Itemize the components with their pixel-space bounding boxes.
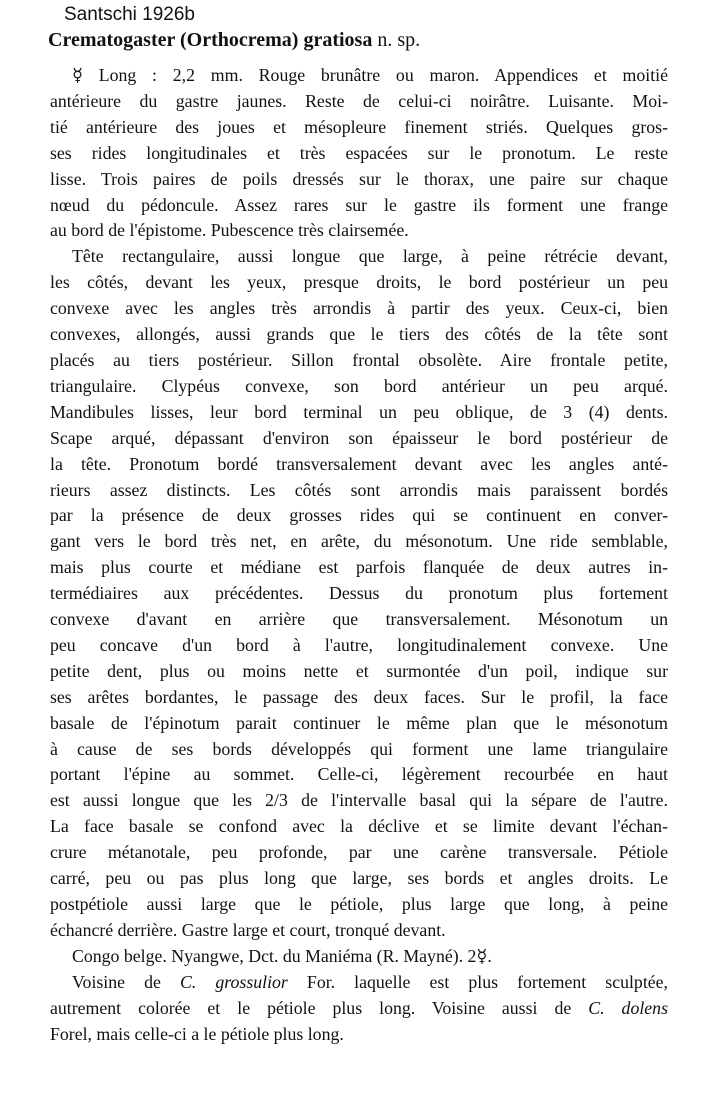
text-line: tié antérieure des joues et mésopleure finement striés. Quelques gros- [50, 116, 668, 137]
text-line: Scape arqué, dépassant d'environ son épaisseur le bord postérieur de [50, 427, 668, 448]
text-line: lisse. Trois paires de poils dressés sur le thorax, une paire sur chaque [50, 168, 668, 189]
text-line: gant vers le bord très net, en arête, du mésonotum. Une ride semblable, [50, 531, 668, 552]
text-line: placés au tiers postérieur. Sillon frontal obsolète. Aire frontale petite, [50, 349, 668, 370]
text-line: portant l'épine au sommet. Celle-ci, légèrement recourbée en haut [50, 764, 668, 785]
species-name: Crematogaster (Orthocrema) gratiosa [48, 29, 373, 51]
text-line: mais plus courte et médiane est parfois flanquée de deux autres in- [50, 557, 668, 578]
text-line: Tête rectangulaire, aussi longue que large, à peine rétrécie devant, [72, 246, 668, 267]
text-line: ses arêtes bordantes, le passage des deux faces. Sur le profil, la face [50, 686, 668, 707]
text-line: Mandibules lisses, leur bord terminal un peu oblique, de 3 (4) dents. [50, 401, 668, 422]
text-line: crure métanotale, peu profonde, par une carène transversale. Pétiole [50, 842, 668, 863]
text-line: postpétiole aussi large que le pétiole, plus large que long, à peine [50, 894, 668, 914]
text-line: petite dent, plus ou moins nette et surmontée d'un poil, indique sur [50, 660, 668, 681]
citation-label: Santschi 1926b [64, 4, 195, 25]
text-line: au bord de l'épistome. Pubescence très clairsemée. [50, 220, 409, 241]
text-line: ses rides longitudinales et très espacées sur le pronotum. Le reste [50, 142, 668, 163]
text-line: Voisine de C. grossulior For. laquelle est plus fortement sculptée, [72, 971, 668, 992]
text-line: basale de l'épinotum parait continuer le même plan que le mésonotum [50, 712, 668, 733]
text-line: rieurs assez distincts. Les côtés sont arrondis mais paraissent bordés [50, 479, 668, 500]
text-line: ☿ Long : 2,2 mm. Rouge brunâtre ou maron. Appendices et moitié [72, 65, 668, 85]
text-line: échancré derrière. Gastre large et court, tronqué devant. [50, 919, 446, 940]
text-line: triangulaire. Clypéus convexe, son bord antérieur un peu arqué. [50, 375, 668, 396]
text-line: carré, peu ou pas plus long que large, ses bords et angles droits. Le [50, 868, 668, 889]
text-line: est aussi longue que les 2/3 de l'intervalle basal qui la sépare de l'autre. [50, 790, 668, 811]
text-line: convexes, allongés, aussi grands que le tiers des côtés de la tête sont [50, 324, 668, 345]
text-line: les côtés, devant les yeux, presque droits, le bord postérieur un peu [50, 272, 668, 293]
species-status: n. sp. [377, 29, 421, 51]
text-line: la tête. Pronotum bordé transversalement devant avec les angles anté- [50, 453, 668, 474]
text-line: à cause de ses bords développés qui forment une lame triangulaire [50, 738, 668, 759]
text-line: peu concave d'un bord à l'autre, longitudinalement convexe. Une [50, 634, 668, 655]
text-line: antérieure du gastre jaunes. Reste de celui-ci noirâtre. Luisante. Moi- [50, 90, 668, 111]
text-line: termédiaires aux précédentes. Dessus du pronotum plus fortement [50, 583, 668, 604]
text-line: nœud du pédoncule. Assez rares sur le gastre ils forment une frange [50, 194, 668, 215]
text-line: autrement colorée et le pétiole plus long. Voisine aussi de C. dolens [50, 997, 668, 1018]
description-text [50, 63, 668, 1047]
text-line: convexe d'avant en arrière que transversalement. Mésonotum un [50, 609, 668, 630]
text-line: Forel, mais celle-ci a le pétiole plus long. [50, 1023, 344, 1044]
text-line: La face basale se confond avec la déclive et se limite devant l'échan- [50, 816, 668, 837]
text-line: par la présence de deux grosses rides qui se continuent en conver- [50, 505, 668, 526]
species-title [48, 28, 688, 52]
text-line: Congo belge. Nyangwe, Dct. du Maniéma (R. Mayné). 2☿. [72, 945, 492, 966]
text-line: convexe avec les angles très arrondis à partir des yeux. Ceux-ci, bien [50, 298, 668, 319]
